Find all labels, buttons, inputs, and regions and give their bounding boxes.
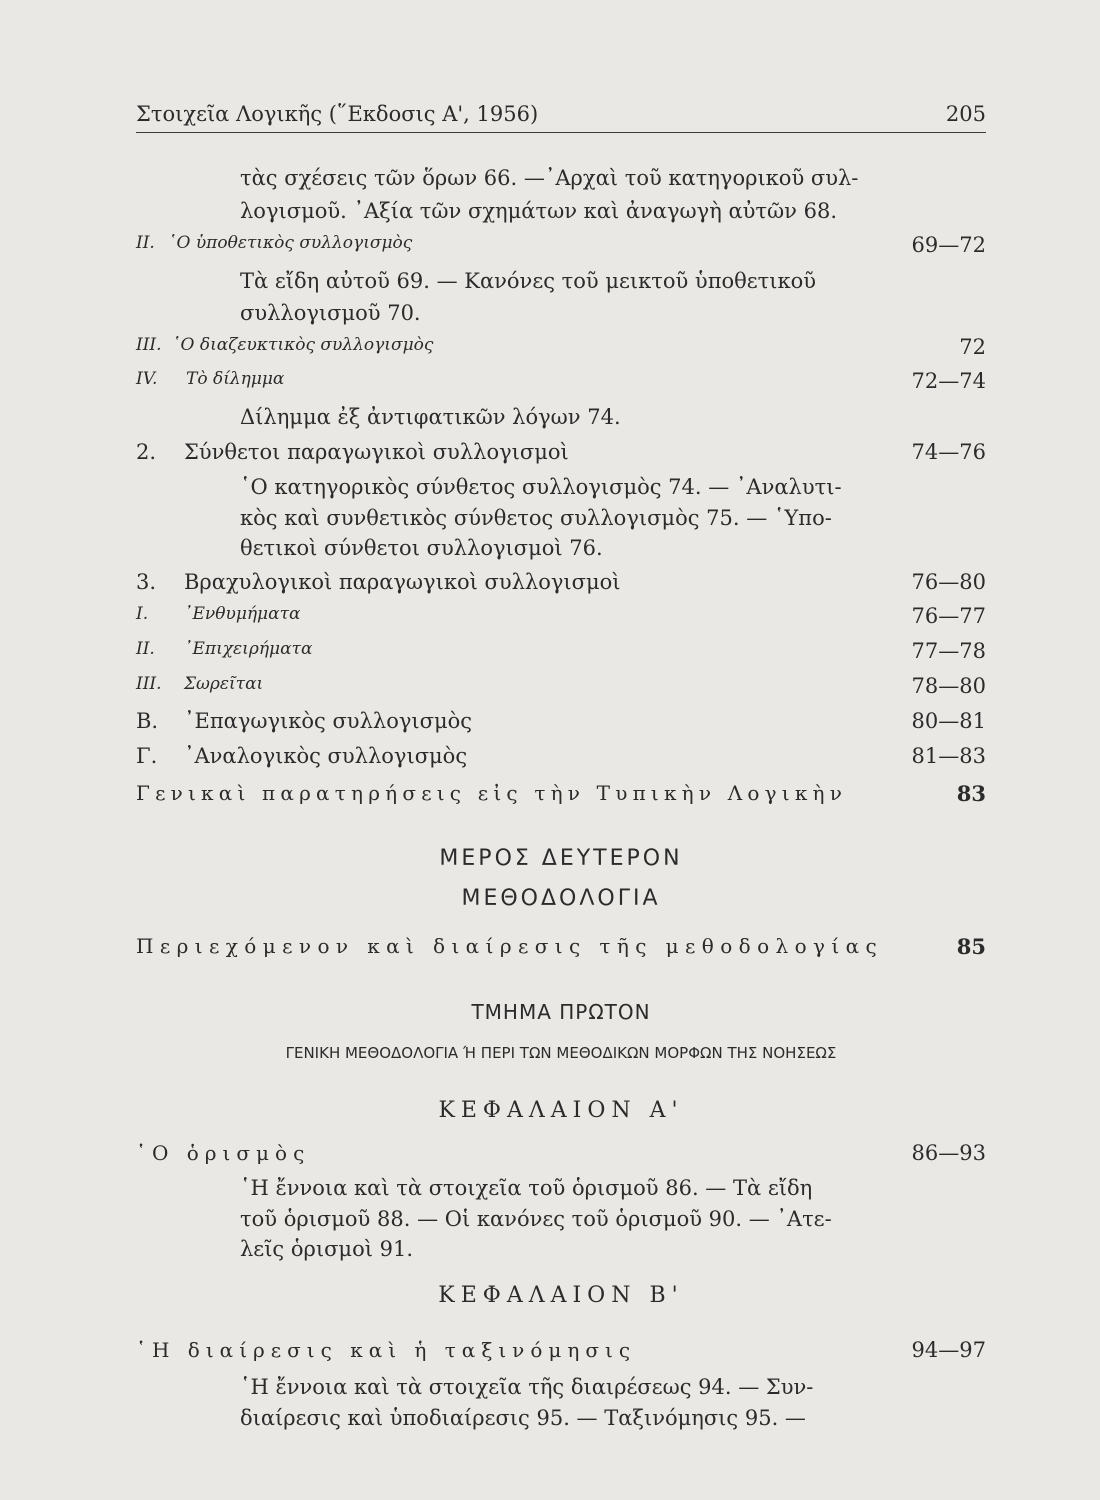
desc-line: συλλογισμοῦ 70. — [240, 301, 421, 325]
entry-title: ῾Ο διαζευκτικὸς συλλογισμὸς — [172, 335, 434, 355]
toc-entry[interactable] — [136, 1338, 986, 1366]
toc-entry[interactable] — [136, 335, 986, 363]
desc-line: κὸς καὶ συνθετικὸς σύνθετος συλλογισμὸς 75. — ῾Υπο- — [240, 506, 832, 530]
entry-title: ᾿Επιχειρήματα — [184, 639, 313, 659]
entry-pages: 76—77 — [911, 604, 986, 628]
entry-pages: 74—76 — [911, 440, 986, 464]
toc-entry[interactable] — [136, 781, 986, 809]
toc-entry[interactable] — [136, 639, 986, 667]
entry-title: Σωρεῖται — [184, 674, 264, 694]
chapter-heading: ΚΕΦΑΛΑΙΟΝ Β' — [438, 1283, 684, 1308]
toc-entry[interactable] — [136, 674, 986, 702]
desc-line: Τὰ εἴδη αὐτοῦ 69. — Κανόνες τοῦ μεικτοῦ ὑποθετικοῦ — [240, 269, 817, 293]
entry-pages: 72 — [959, 335, 986, 359]
entry-pages: 81—83 — [911, 744, 986, 768]
page-number: 205 — [945, 102, 986, 126]
toc-entry[interactable] — [136, 934, 986, 962]
header-title: Στοιχεῖα Λογικῆς (῞Εκδοσις Α', 1956) — [136, 102, 539, 126]
desc-line: θετικοὶ σύνθετοι συλλογισμοὶ 76. — [240, 536, 603, 560]
desc-line: λογισμοῦ. ᾿Αξία τῶν σχημάτων καὶ ἀναγωγὴ αὐτῶν 68. — [240, 199, 837, 223]
entry-title: ᾿Επαγωγικὸς συλλογισμὸς — [184, 709, 473, 733]
entry-pages: 69—72 — [911, 233, 986, 257]
entry-label: 3. — [136, 570, 157, 594]
toc-entry[interactable] — [136, 604, 986, 632]
entry-pages: 72—74 — [911, 369, 986, 393]
part-heading: ΜΕΡΟΣ ΔΕΥΤΕΡΟΝ — [439, 846, 683, 871]
entry-label: IV. — [136, 369, 158, 389]
toc-entry[interactable] — [136, 709, 986, 737]
section-subheading: ΓΕΝΙΚΗ ΜΕΘΟΔΟΛΟΓΙΑ Ή ΠΕΡΙ ΤΩΝ ΜΕΘΟΔΙΚΩΝ ΜΟΡΦΩΝ ΤΗΣ ΝΟΗΣΕΩΣ — [285, 1044, 837, 1062]
entry-title: Τὸ δίλημμα — [186, 369, 285, 389]
entry-title: Περιεχόμενον καὶ διαίρεσις τῆς μεθοδολογίας — [136, 934, 884, 958]
desc-line: διαίρεσις καὶ ὑποδιαίρεσις 95. — Ταξινόμησις 95. — — [240, 1406, 806, 1430]
desc-line: ῾Η ἔννοια καὶ τὰ στοιχεῖα τῆς διαιρέσεως 94. — Συν- — [240, 1375, 814, 1399]
entry-title: Σύνθετοι παραγωγικοὶ συλλογισμοὶ — [184, 440, 569, 464]
entry-pages: 78—80 — [911, 674, 986, 698]
desc-line: τὰς σχέσεις τῶν ὅρων 66. —᾿Αρχαὶ τοῦ κατηγορικοῦ συλ- — [240, 166, 859, 190]
desc-line: τοῦ ὁρισμοῦ 88. — Οἱ κανόνες τοῦ ὁρισμοῦ 90. — ᾿Ατε- — [240, 1207, 832, 1231]
entry-pages: 80—81 — [911, 709, 986, 733]
entry-label: III. — [136, 674, 162, 694]
chapter-heading: ΚΕΦΑΛΑΙΟΝ Α' — [438, 1098, 684, 1123]
entry-pages: 94—97 — [911, 1338, 986, 1362]
entry-label: B. — [136, 709, 159, 733]
entry-title: Βραχυλογικοὶ παραγωγικοὶ συλλογισμοὶ — [184, 570, 621, 594]
entry-label: III. — [136, 335, 162, 355]
entry-title: ῾Ο ὑποθετικὸς συλλογισμὸς — [168, 233, 413, 253]
entry-title: Γενικαὶ παρατηρήσεις εἰς τὴν Τυπικὴν Λογικὴν — [136, 781, 848, 805]
entry-label: 2. — [136, 440, 157, 464]
toc-entry[interactable] — [136, 440, 986, 468]
toc-entry[interactable] — [136, 570, 986, 598]
entry-pages: 83 — [956, 781, 986, 806]
toc-entry[interactable] — [136, 744, 986, 772]
toc-entry[interactable] — [136, 369, 986, 397]
entry-pages: 85 — [956, 934, 986, 959]
entry-pages: 77—78 — [911, 639, 986, 663]
entry-label: II. — [136, 639, 155, 659]
entry-pages: 86—93 — [911, 1141, 986, 1165]
entry-pages: 76—80 — [911, 570, 986, 594]
toc-entry[interactable] — [136, 233, 986, 261]
entry-label: I. — [136, 604, 149, 624]
entry-title: ᾿Αναλογικὸς συλλογισμὸς — [184, 744, 468, 768]
desc-line: Δίλημμα ἐξ ἀντιφατικῶν λόγων 74. — [240, 405, 621, 429]
desc-line: λεῖς ὁρισμοὶ 91. — [240, 1237, 414, 1261]
desc-line: ῾Η ἔννοια καὶ τὰ στοιχεῖα τοῦ ὁρισμοῦ 86. — Τὰ εἴδη — [240, 1176, 813, 1200]
section-heading: ΤΜΗΜΑ ΠΡΩΤΟΝ — [471, 1000, 651, 1024]
entry-title: ῾Ο ὁρισμὸς — [136, 1141, 311, 1165]
toc-entry[interactable] — [136, 1141, 986, 1169]
entry-label: II. — [136, 233, 155, 253]
entry-label: Γ. — [136, 744, 158, 768]
running-header — [136, 98, 986, 133]
desc-line: ῾Ο κατηγορικὸς σύνθετος συλλογισμὸς 74. — ᾿Αναλυτι- — [240, 475, 842, 499]
entry-title: ᾿Ενθυμήματα — [184, 604, 301, 624]
entry-title: ῾Η διαίρεσις καὶ ἡ ταξινόμησις — [136, 1338, 637, 1362]
methodology-heading: ΜΕΘΟΔΟΛΟΓΙΑ — [461, 886, 661, 911]
